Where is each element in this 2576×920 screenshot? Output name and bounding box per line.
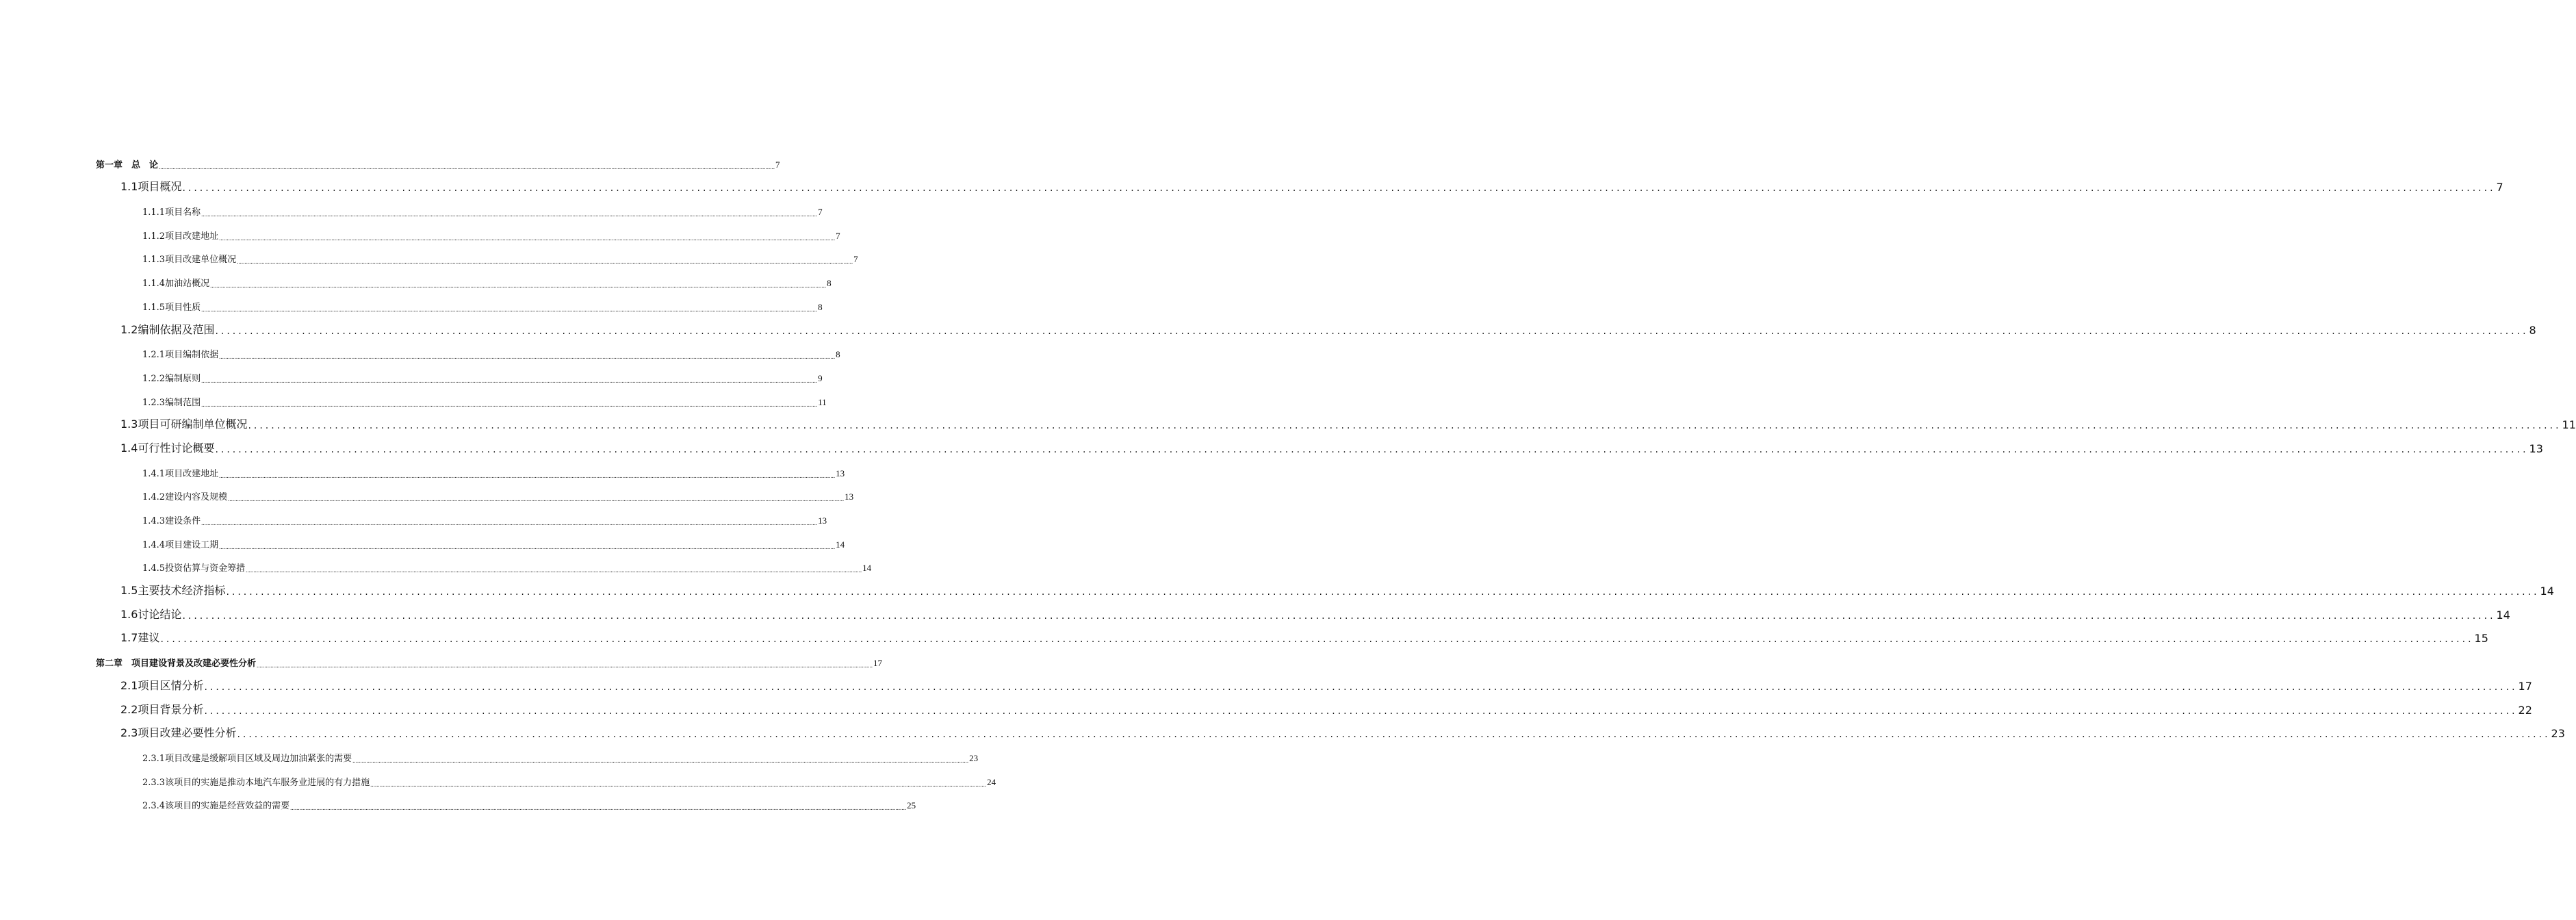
toc-page-number: 14 [2540,585,2554,598]
toc-dot-leader: ................................................................................................................................................................................................................................................................................................................................................................................................................ [219,234,836,242]
toc-dot-leader: ................................................................................................................................................................................................................................................................................................................................................................................................................ [352,756,969,764]
toc-page-number: 14 [2496,608,2510,622]
toc-page-number: 17 [2518,679,2532,693]
toc-dot-leader: ................................................................................................................................................................................................................................................................................................................................................................................................................ [370,780,987,788]
toc-entry-title: 1.4.4项目建设工期 [142,539,219,550]
toc-entry-title: 1.1.3项目改建单位概况 [142,255,237,266]
toc-entry[interactable] [96,224,840,248]
toc-page-number: 8 [827,278,832,289]
toc-page-number: 7 [775,159,780,170]
toc-page-number: 7 [818,207,823,218]
toc-dot-leader: ................................................................................................................................................................................................................................................................................................................................................................................................................ [204,681,2518,693]
toc-page-number: 17 [873,658,883,669]
toc-entry[interactable] [96,461,845,485]
toc-dot-leader: ................................................................................................................................................................................................................................................................................................................................................................................................................ [215,444,2529,455]
toc-dot-leader: ................................................................................................................................................................................................................................................................................................................................................................................................................ [204,705,2518,717]
toc-dot-leader: ................................................................................................................................................................................................................................................................................................................................................................................................................ [219,543,836,550]
toc-entry[interactable] [96,414,2576,438]
toc-entry-title: 1.4可行性讨论概要 [120,441,215,455]
toc-entry[interactable] [96,485,854,509]
toc-dot-leader: ................................................................................................................................................................................................................................................................................................................................................................................................................ [257,662,873,669]
toc-entry-title: 1.1项目概况 [120,180,182,194]
toc-page-number: 9 [818,372,823,383]
toc-entry[interactable] [96,248,858,272]
toc-entry-title: 1.2.1项目编制依据 [142,350,219,361]
toc-dot-leader: ................................................................................................................................................................................................................................................................................................................................................................................................................ [201,520,818,526]
table-of-contents [96,153,2576,817]
toc-entry[interactable] [96,271,832,295]
toc-page-number: 15 [2474,632,2488,646]
toc-dot-leader: ................................................................................................................................................................................................................................................................................................................................................................................................................ [159,163,775,170]
toc-page-number: 13 [818,515,827,526]
toc-page-number: 23 [2551,727,2565,741]
toc-entry-title: 1.4.5投资估算与资金筹措 [142,563,246,574]
toc-dot-leader: ................................................................................................................................................................................................................................................................................................................................................................................................................ [228,496,845,503]
toc-page-number: 14 [836,539,845,550]
toc-entry-title: 第一章 总 论 [96,159,159,170]
toc-entry-title: 1.4.3建设条件 [142,516,201,526]
toc-dot-leader: ................................................................................................................................................................................................................................................................................................................................................................................................................ [219,472,836,479]
toc-entry[interactable] [96,390,827,414]
toc-dot-leader: ................................................................................................................................................................................................................................................................................................................................................................................................................ [210,282,827,290]
toc-page-number: 13 [845,491,854,502]
toc-page-number: 11 [818,396,827,407]
toc-entry-title: 2.3.1项目改建是缓解项目区域及周边加油紧张的需要 [142,753,352,764]
toc-dot-leader: ................................................................................................................................................................................................................................................................................................................................................................................................................ [248,420,2562,432]
toc-entry-title: 1.1.1项目名称 [142,207,201,218]
toc-page-number: 8 [818,301,823,312]
toc-dot-leader: ................................................................................................................................................................................................................................................................................................................................................................................................................ [201,400,818,408]
toc-page-number: 7 [2496,181,2503,194]
toc-entry[interactable] [96,366,823,390]
toc-dot-leader: ................................................................................................................................................................................................................................................................................................................................................................................................................ [237,729,2551,741]
toc-entry[interactable] [96,153,780,177]
toc-dot-leader: ................................................................................................................................................................................................................................................................................................................................................................................................................ [290,804,907,812]
toc-entry[interactable] [96,723,2565,747]
toc-entry-title: 2.3项目改建必要性分析 [120,726,237,740]
toc-entry-title: 2.2项目背景分析 [120,702,204,716]
toc-dot-leader: ................................................................................................................................................................................................................................................................................................................................................................................................................ [246,567,862,574]
toc-entry-title: 2.3.4该项目的实施是经营效益的需要 [142,801,290,812]
toc-entry[interactable] [96,794,916,818]
toc-entry[interactable] [96,343,840,367]
toc-entry-title: 1.6讨论结论 [120,607,182,621]
toc-entry-title: 1.1.4加油站概况 [142,279,210,290]
toc-entry-title: 第二章 项目建设背景及改建必要性分析 [96,659,257,669]
toc-entry[interactable] [96,295,823,319]
toc-dot-leader: ................................................................................................................................................................................................................................................................................................................................................................................................................ [182,183,2496,194]
toc-entry[interactable] [96,557,872,580]
toc-entry[interactable] [96,177,2503,201]
toc-page-number: 23 [969,752,979,763]
toc-entry[interactable] [96,699,2532,723]
toc-dot-leader: ................................................................................................................................................................................................................................................................................................................................................................................................................ [226,587,2540,598]
toc-page-number: 13 [2529,442,2543,455]
toc-entry[interactable] [96,533,845,557]
toc-dot-leader: ................................................................................................................................................................................................................................................................................................................................................................................................................ [219,353,836,361]
toc-entry-title: 2.3.3该项目的实施是推动本地汽车服务业进展的有力措施 [142,777,370,788]
toc-entry[interactable] [96,675,2532,699]
toc-entry-title: 1.7建议 [120,631,160,645]
toc-dot-leader: ................................................................................................................................................................................................................................................................................................................................................................................................................ [201,376,818,384]
toc-entry[interactable] [96,746,979,770]
toc-page-number: 14 [862,563,872,574]
toc-entry-title: 1.5主要技术经济指标 [120,584,226,598]
toc-entry-title: 1.4.1项目改建地址 [142,468,219,479]
toc-entry-title: 1.1.2项目改建地址 [142,231,219,242]
toc-page-number: 8 [836,349,840,360]
toc-page-number: 11 [2562,418,2576,432]
toc-page-number: 24 [987,776,996,787]
toc-entry[interactable] [96,319,2536,343]
toc-entry-title: 2.1项目区情分析 [120,678,204,692]
toc-page-number: 7 [836,230,840,241]
toc-dot-leader: ................................................................................................................................................................................................................................................................................................................................................................................................................ [237,258,853,266]
toc-entry[interactable] [96,651,883,675]
toc-dot-leader: ................................................................................................................................................................................................................................................................................................................................................................................................................ [201,305,818,313]
toc-page-number: 13 [836,468,845,478]
toc-entry[interactable] [96,509,827,533]
toc-entry[interactable] [96,580,2554,604]
toc-dot-leader: ................................................................................................................................................................................................................................................................................................................................................................................................................ [160,634,2474,646]
toc-entry-title: 1.2.2编制原则 [142,373,201,384]
toc-entry[interactable] [96,437,2543,461]
toc-page-number: 22 [2518,703,2532,717]
toc-entry[interactable] [96,604,2510,628]
toc-dot-leader: ................................................................................................................................................................................................................................................................................................................................................................................................................ [201,211,818,218]
toc-entry[interactable] [96,770,996,794]
toc-entry[interactable] [96,200,823,224]
toc-entry-title: 1.2编制依据及范围 [120,322,215,336]
toc-entry-title: 1.2.3编制范围 [142,397,201,408]
toc-page-number: 7 [853,254,858,265]
toc-entry[interactable] [96,628,2488,652]
toc-entry-title: 1.1.5项目性质 [142,302,201,313]
toc-page-number: 8 [2529,323,2536,337]
toc-dot-leader: ................................................................................................................................................................................................................................................................................................................................................................................................................ [182,610,2496,622]
toc-page-number: 25 [907,800,916,811]
toc-entry-title: 1.4.2建设内容及规模 [142,492,228,503]
toc-entry-title: 1.3项目可研编制单位概况 [120,418,248,431]
toc-dot-leader: ................................................................................................................................................................................................................................................................................................................................................................................................................ [215,325,2529,337]
